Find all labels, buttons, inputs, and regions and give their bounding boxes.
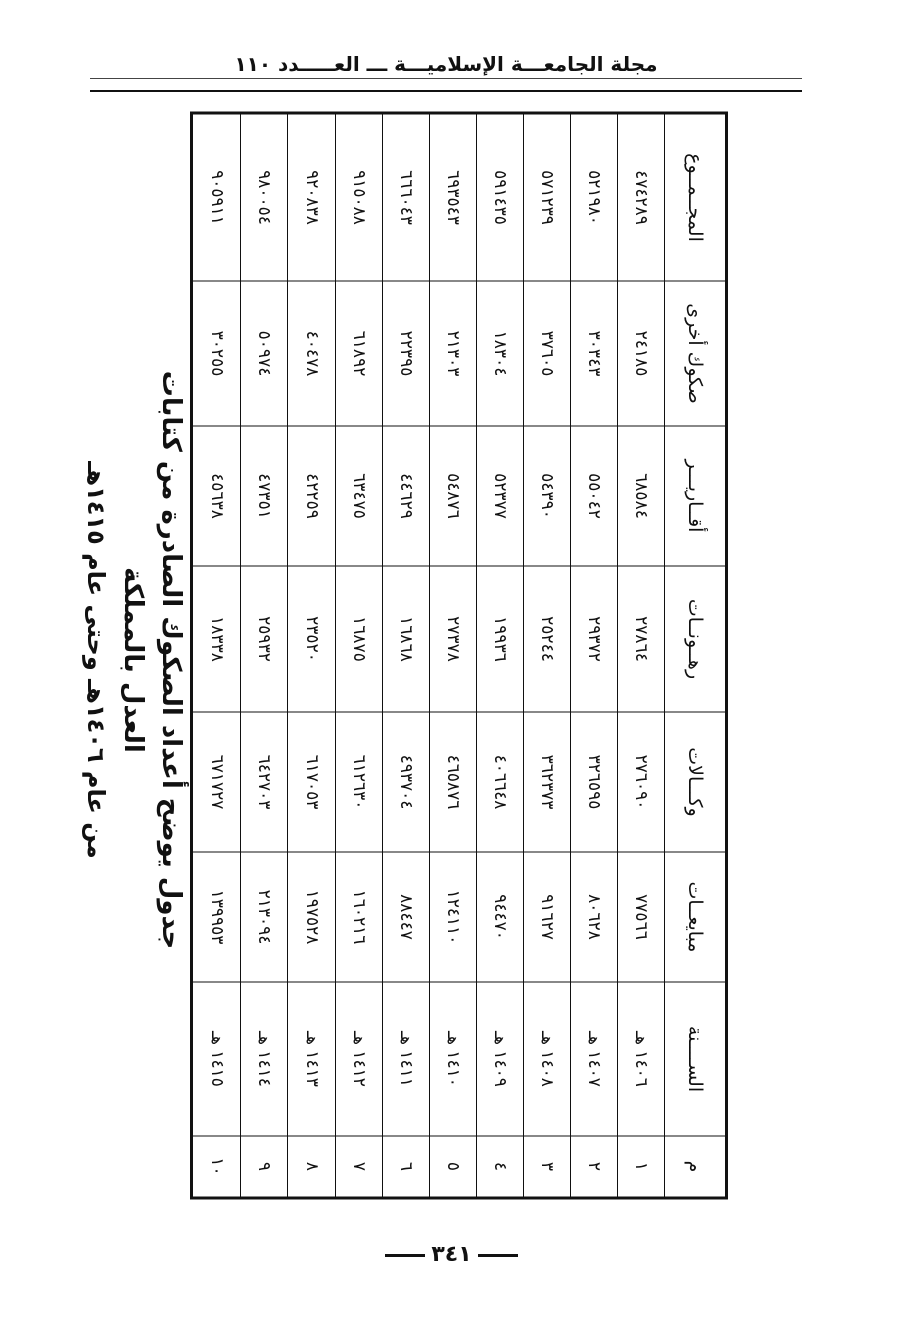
- table-title-rotated: [82, 350, 190, 970]
- cell-col-declarations: ٤٤٦٢٩: [382, 426, 429, 566]
- cell-col-year: ١٤١٥ هـ: [192, 982, 241, 1136]
- cell-col-total: ٤٧٤٢٨٩: [617, 113, 664, 281]
- cell-col-other-deeds: ٥٠٩٧٤: [241, 281, 288, 426]
- cell-col-year: ١٤٠٦ هـ: [617, 982, 664, 1136]
- cell-col-agencies: ٣٦٢٣٧٣: [523, 712, 570, 852]
- table-row: [429, 113, 476, 1198]
- cell-col-declarations: ٥٤٨٧٦: [429, 426, 476, 566]
- cell-col-year: ١٤٠٩ هـ: [476, 982, 523, 1136]
- header-rule: [90, 90, 802, 92]
- header-rule-thin: [90, 78, 802, 79]
- cell-col-other-deeds: ٤٠٤٧٨: [288, 281, 335, 426]
- cell-col-declarations: ٥٥٠٤٢: [570, 426, 617, 566]
- cell-col-other-deeds: ٣٠٣٤٣: [570, 281, 617, 426]
- cell-col-total: ٦٩٣٥٤٣: [429, 113, 476, 281]
- header-col-other-deeds: صكوك أخرى: [665, 281, 727, 426]
- cell-col-declarations: ٤٧٣٥١: [241, 426, 288, 566]
- cell-col-sales: ٩٤٤٧٠: [476, 852, 523, 982]
- table-row: [476, 113, 523, 1198]
- cell-col-agencies: ٣٢٦٥٩٥: [570, 712, 617, 852]
- cell-col-year: ١٤١١ هـ: [382, 982, 429, 1136]
- cell-col-agencies: ٤٦٥٨٧٦: [429, 712, 476, 852]
- page-number-text: ٣٤١: [431, 1242, 472, 1267]
- cell-col-number: ٥: [429, 1136, 476, 1198]
- cell-col-declarations: ٦٨٥٨٤: [617, 426, 664, 566]
- cell-col-number: ٩: [241, 1136, 288, 1198]
- cell-col-agencies: ٤٩٣٧٠٤: [382, 712, 429, 852]
- cell-col-agencies: ٤٠٦٦٤٨: [476, 712, 523, 852]
- header-col-total: المجــمــوع: [665, 113, 727, 281]
- cell-col-sales: ١٦٠٢١٦: [335, 852, 382, 982]
- cell-col-mortgages: ٢٥٩٣٢: [241, 566, 288, 712]
- table-subtitle: من عام ١٤٠٦هـ وحتى عام ١٤١٥هـ: [82, 461, 110, 859]
- header-col-declarations: أقــاريـــر: [665, 426, 727, 566]
- cell-col-number: ٦: [382, 1136, 429, 1198]
- cell-col-agencies: ٦٧١٧٢٧: [192, 712, 241, 852]
- cell-col-other-deeds: ٢٤١٨٥: [617, 281, 664, 426]
- cell-col-number: ٧: [335, 1136, 382, 1198]
- cell-col-total: ٥٧١٢٣٩: [523, 113, 570, 281]
- cell-col-other-deeds: ٢١٣٠٣: [429, 281, 476, 426]
- cell-col-other-deeds: ٣٧٦٠٥: [523, 281, 570, 426]
- cell-col-total: ٥٢١٩٨٠: [570, 113, 617, 281]
- table-title-block: [82, 350, 190, 970]
- cell-col-mortgages: ١٦٨٧٥: [335, 566, 382, 712]
- cell-col-mortgages: ٢٧٣٧٨: [429, 566, 476, 712]
- cell-col-sales: ٢١٣٠٩٤: [241, 852, 288, 982]
- table-row: [288, 113, 335, 1198]
- page-dash-right: [385, 1254, 425, 1257]
- cell-col-other-deeds: ٣٠٢٥٥: [192, 281, 241, 426]
- cell-col-declarations: ٥٢٣٧٧: [476, 426, 523, 566]
- cell-col-number: ٢: [570, 1136, 617, 1198]
- cell-col-sales: ٩١٦٢٧: [523, 852, 570, 982]
- cell-col-year: ١٤٠٧ هـ: [570, 982, 617, 1136]
- cell-col-sales: ١٩٧٥٢٨: [288, 852, 335, 982]
- cell-col-sales: ٨٨٤٤٧: [382, 852, 429, 982]
- table-body: [192, 113, 665, 1198]
- cell-col-sales: ٧٧٥٦٦: [617, 852, 664, 982]
- table-row: [241, 113, 288, 1198]
- cell-col-sales: ٨٠٦٢٨: [570, 852, 617, 982]
- cell-col-mortgages: ١٩٩٣٦: [476, 566, 523, 712]
- cell-col-year: ١٤١٤ هـ: [241, 982, 288, 1136]
- cell-col-other-deeds: ١٨٣٠٤: [476, 281, 523, 426]
- cell-col-declarations: ٤٢٢٥٩: [288, 426, 335, 566]
- cell-col-year: ١٤١٢ هـ: [335, 982, 382, 1136]
- cell-col-year: ١٤١٣ هـ: [288, 982, 335, 1136]
- cell-col-declarations: ٦٣٤٧٥: [335, 426, 382, 566]
- cell-col-sales: ١٣٩٩٥٣: [192, 852, 241, 982]
- cell-col-total: ٩٢٠٨٣٨: [288, 113, 335, 281]
- cell-col-number: ٨: [288, 1136, 335, 1198]
- cell-col-agencies: ٦١٢٦٣٠: [335, 712, 382, 852]
- header-col-mortgages: رهــونــات: [665, 566, 727, 712]
- table-row: [523, 113, 570, 1198]
- cell-col-declarations: ٤٥٦٣٨: [192, 426, 241, 566]
- header-col-year: الســــنة: [665, 982, 727, 1136]
- header-col-agencies: وكـــالات: [665, 712, 727, 852]
- cell-col-year: ١٤٠٨ هـ: [523, 982, 570, 1136]
- cell-col-mortgages: ١٦٨٦٨: [382, 566, 429, 712]
- cell-col-number: ١: [617, 1136, 664, 1198]
- table-rotator: [190, 112, 728, 1197]
- journal-header: مجلة الجامعـــة الإسلاميـــة ـــ العـــــدد ١١٠: [234, 52, 658, 76]
- table-container: [190, 112, 728, 1197]
- header-col-sales: مبايعــات: [665, 852, 727, 982]
- table-row: [617, 113, 664, 1198]
- cell-col-mortgages: ٢٩٣٧٢: [570, 566, 617, 712]
- header-col-number: م: [665, 1136, 727, 1198]
- table-row: [192, 113, 241, 1198]
- cell-col-total: ٩١٥٠٨٨: [335, 113, 382, 281]
- cell-col-other-deeds: ٦١٨٩٢: [335, 281, 382, 426]
- cell-col-number: ٤: [476, 1136, 523, 1198]
- cell-col-mortgages: ٢٣٥٢٠: [288, 566, 335, 712]
- cell-col-agencies: ٦٤٢٧٠٣: [241, 712, 288, 852]
- cell-col-other-deeds: ٢٢٣٩٥: [382, 281, 429, 426]
- cell-col-total: ٩٨٠٠٥٤: [241, 113, 288, 281]
- cell-col-number: ٣: [523, 1136, 570, 1198]
- cell-col-mortgages: ٢٧٨٦٤: [617, 566, 664, 712]
- cell-col-total: ٩٠٥٩١١: [192, 113, 241, 281]
- cell-col-agencies: ٢٧٦٠٩٠: [617, 712, 664, 852]
- table-header-row: [665, 113, 727, 1198]
- cell-col-total: ٦٦٦٠٤٣: [382, 113, 429, 281]
- page-number: [0, 1242, 903, 1267]
- page-dash-left: [478, 1254, 518, 1257]
- cell-col-agencies: ٦١٧٠٥٣: [288, 712, 335, 852]
- table-row: [382, 113, 429, 1198]
- table-row: [570, 113, 617, 1198]
- cell-col-mortgages: ٢٥٢٤٤: [523, 566, 570, 712]
- cell-col-sales: ١٢٤١١٠: [429, 852, 476, 982]
- statistics-table: [190, 112, 728, 1200]
- cell-col-mortgages: ١٨٣٣٨: [192, 566, 241, 712]
- table-title: جدول يوضح أعداد الصكوك الصادرة من كتابات العدل بالمملكة: [118, 370, 186, 950]
- cell-col-year: ١٤١٠ هـ: [429, 982, 476, 1136]
- cell-col-declarations: ٥٤٣٩٠: [523, 426, 570, 566]
- table-row: [335, 113, 382, 1198]
- cell-col-number: ١٠: [192, 1136, 241, 1198]
- cell-col-total: ٥٩١٤٣٥: [476, 113, 523, 281]
